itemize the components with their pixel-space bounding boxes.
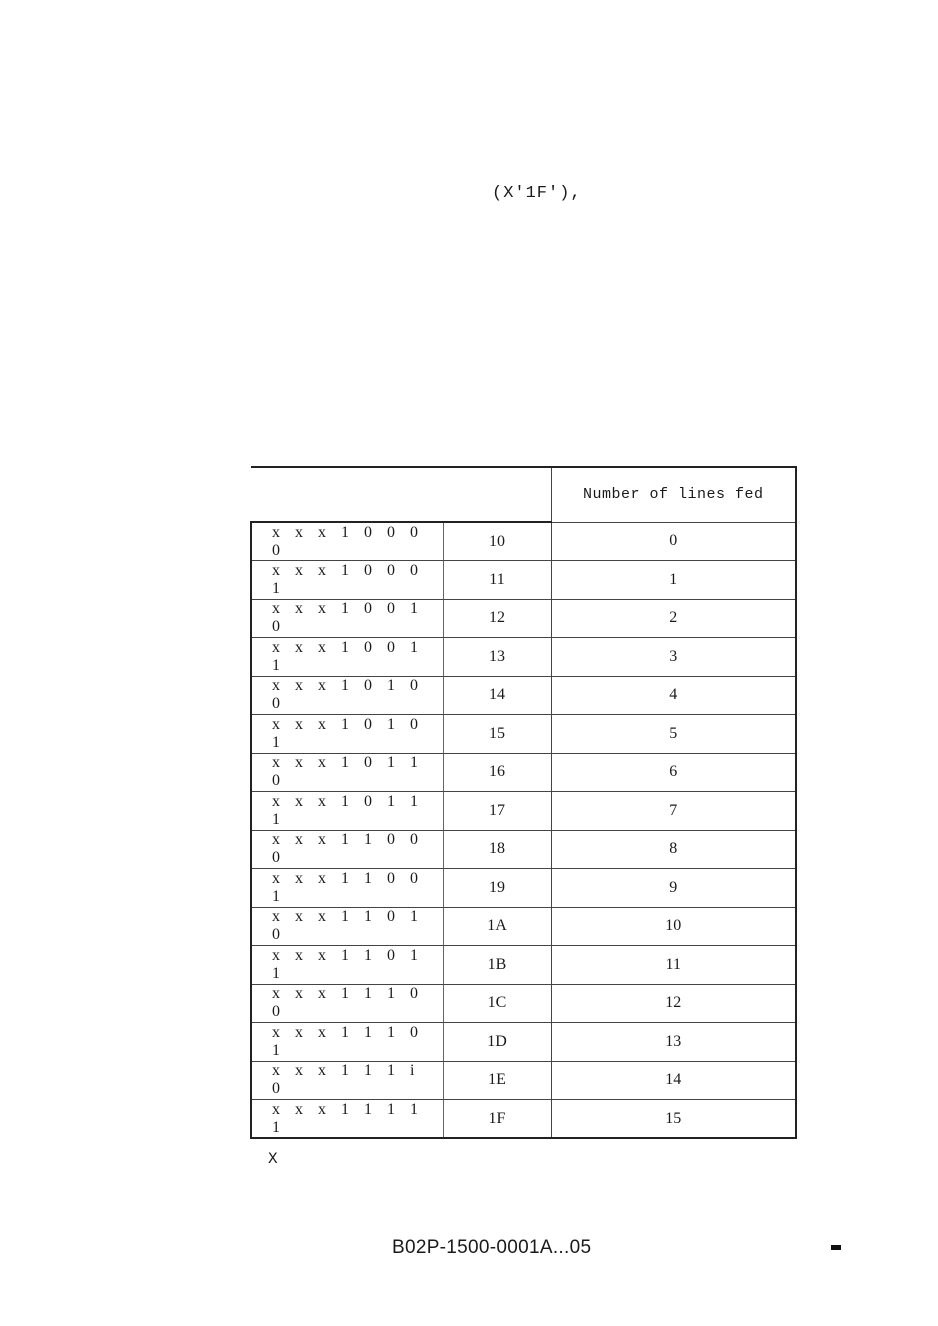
lines-cell: 12 xyxy=(551,984,796,1023)
line-feed-table xyxy=(250,466,797,1139)
lines-cell: 9 xyxy=(551,869,796,908)
table-row xyxy=(251,1100,796,1139)
bits-cell: x x x 1 1 1 1 1 xyxy=(251,1100,443,1139)
bits-cell: x x x 1 0 0 0 0 xyxy=(251,522,443,561)
table-row xyxy=(251,599,796,638)
header-lines-fed: Number of lines fed xyxy=(551,467,796,522)
table-header-row xyxy=(251,467,796,522)
lines-cell: 14 xyxy=(551,1061,796,1100)
table-row xyxy=(251,522,796,561)
bits-cell: x x x 1 0 0 1 1 xyxy=(251,638,443,677)
table-row xyxy=(251,869,796,908)
lines-cell: 15 xyxy=(551,1100,796,1139)
lines-cell: 1 xyxy=(551,561,796,600)
table-row xyxy=(251,1023,796,1062)
lines-cell: 10 xyxy=(551,907,796,946)
hex-cell: 10 xyxy=(443,522,551,561)
hex-cell: 1F xyxy=(443,1100,551,1139)
table-row xyxy=(251,676,796,715)
bits-cell: x x x 1 0 1 1 1 xyxy=(251,792,443,831)
table-row xyxy=(251,907,796,946)
table-row xyxy=(251,984,796,1023)
bits-cell: x x x 1 1 0 1 0 xyxy=(251,907,443,946)
page-mark xyxy=(831,1245,841,1250)
table-row xyxy=(251,1061,796,1100)
hex-cell: 12 xyxy=(443,599,551,638)
table-row xyxy=(251,715,796,754)
bits-cell: x x x 1 1 0 0 0 xyxy=(251,830,443,869)
table-body xyxy=(251,522,796,1138)
bits-cell: x x x 1 0 0 0 1 xyxy=(251,561,443,600)
hex-cell: 16 xyxy=(443,753,551,792)
lines-cell: 7 xyxy=(551,792,796,831)
lines-cell: 11 xyxy=(551,946,796,985)
hex-cell: 18 xyxy=(443,830,551,869)
table-row xyxy=(251,946,796,985)
lines-cell: 2 xyxy=(551,599,796,638)
table-row xyxy=(251,830,796,869)
bits-cell: x x x 1 1 0 0 1 xyxy=(251,869,443,908)
table-row xyxy=(251,638,796,677)
table-row xyxy=(251,792,796,831)
hex-cell: 15 xyxy=(443,715,551,754)
header-code-cell xyxy=(251,467,551,522)
hex-cell: 1E xyxy=(443,1061,551,1100)
line-feed-table-container xyxy=(250,466,795,1139)
bits-cell: x x x 1 1 0 1 1 xyxy=(251,946,443,985)
lines-cell: 0 xyxy=(551,522,796,561)
lines-cell: 5 xyxy=(551,715,796,754)
hex-cell: 1A xyxy=(443,907,551,946)
lines-cell: 3 xyxy=(551,638,796,677)
bits-cell: x x x 1 0 1 1 0 xyxy=(251,753,443,792)
hex-cell: 19 xyxy=(443,869,551,908)
bits-cell: x x x 1 0 0 1 0 xyxy=(251,599,443,638)
lines-cell: 6 xyxy=(551,753,796,792)
lines-cell: 8 xyxy=(551,830,796,869)
hex-cell: 1B xyxy=(443,946,551,985)
bits-cell: x x x 1 0 1 0 1 xyxy=(251,715,443,754)
bits-cell: x x x 1 1 1 i 0 xyxy=(251,1061,443,1100)
hex-cell: 13 xyxy=(443,638,551,677)
hex-cell: 17 xyxy=(443,792,551,831)
bits-cell: x x x 1 0 1 0 0 xyxy=(251,676,443,715)
bits-cell: x x x 1 1 1 0 0 xyxy=(251,984,443,1023)
note-marker: X xyxy=(268,1150,278,1168)
table-row xyxy=(251,753,796,792)
hex-cell: 14 xyxy=(443,676,551,715)
document-number: B02P-1500-0001A...05 xyxy=(392,1237,592,1258)
hex-cell: 11 xyxy=(443,561,551,600)
bits-cell: x x x 1 1 1 0 1 xyxy=(251,1023,443,1062)
table-row xyxy=(251,561,796,600)
lines-cell: 4 xyxy=(551,676,796,715)
control-code-reference: (X'1F'), xyxy=(492,184,582,203)
hex-cell: 1C xyxy=(443,984,551,1023)
hex-cell: 1D xyxy=(443,1023,551,1062)
lines-cell: 13 xyxy=(551,1023,796,1062)
